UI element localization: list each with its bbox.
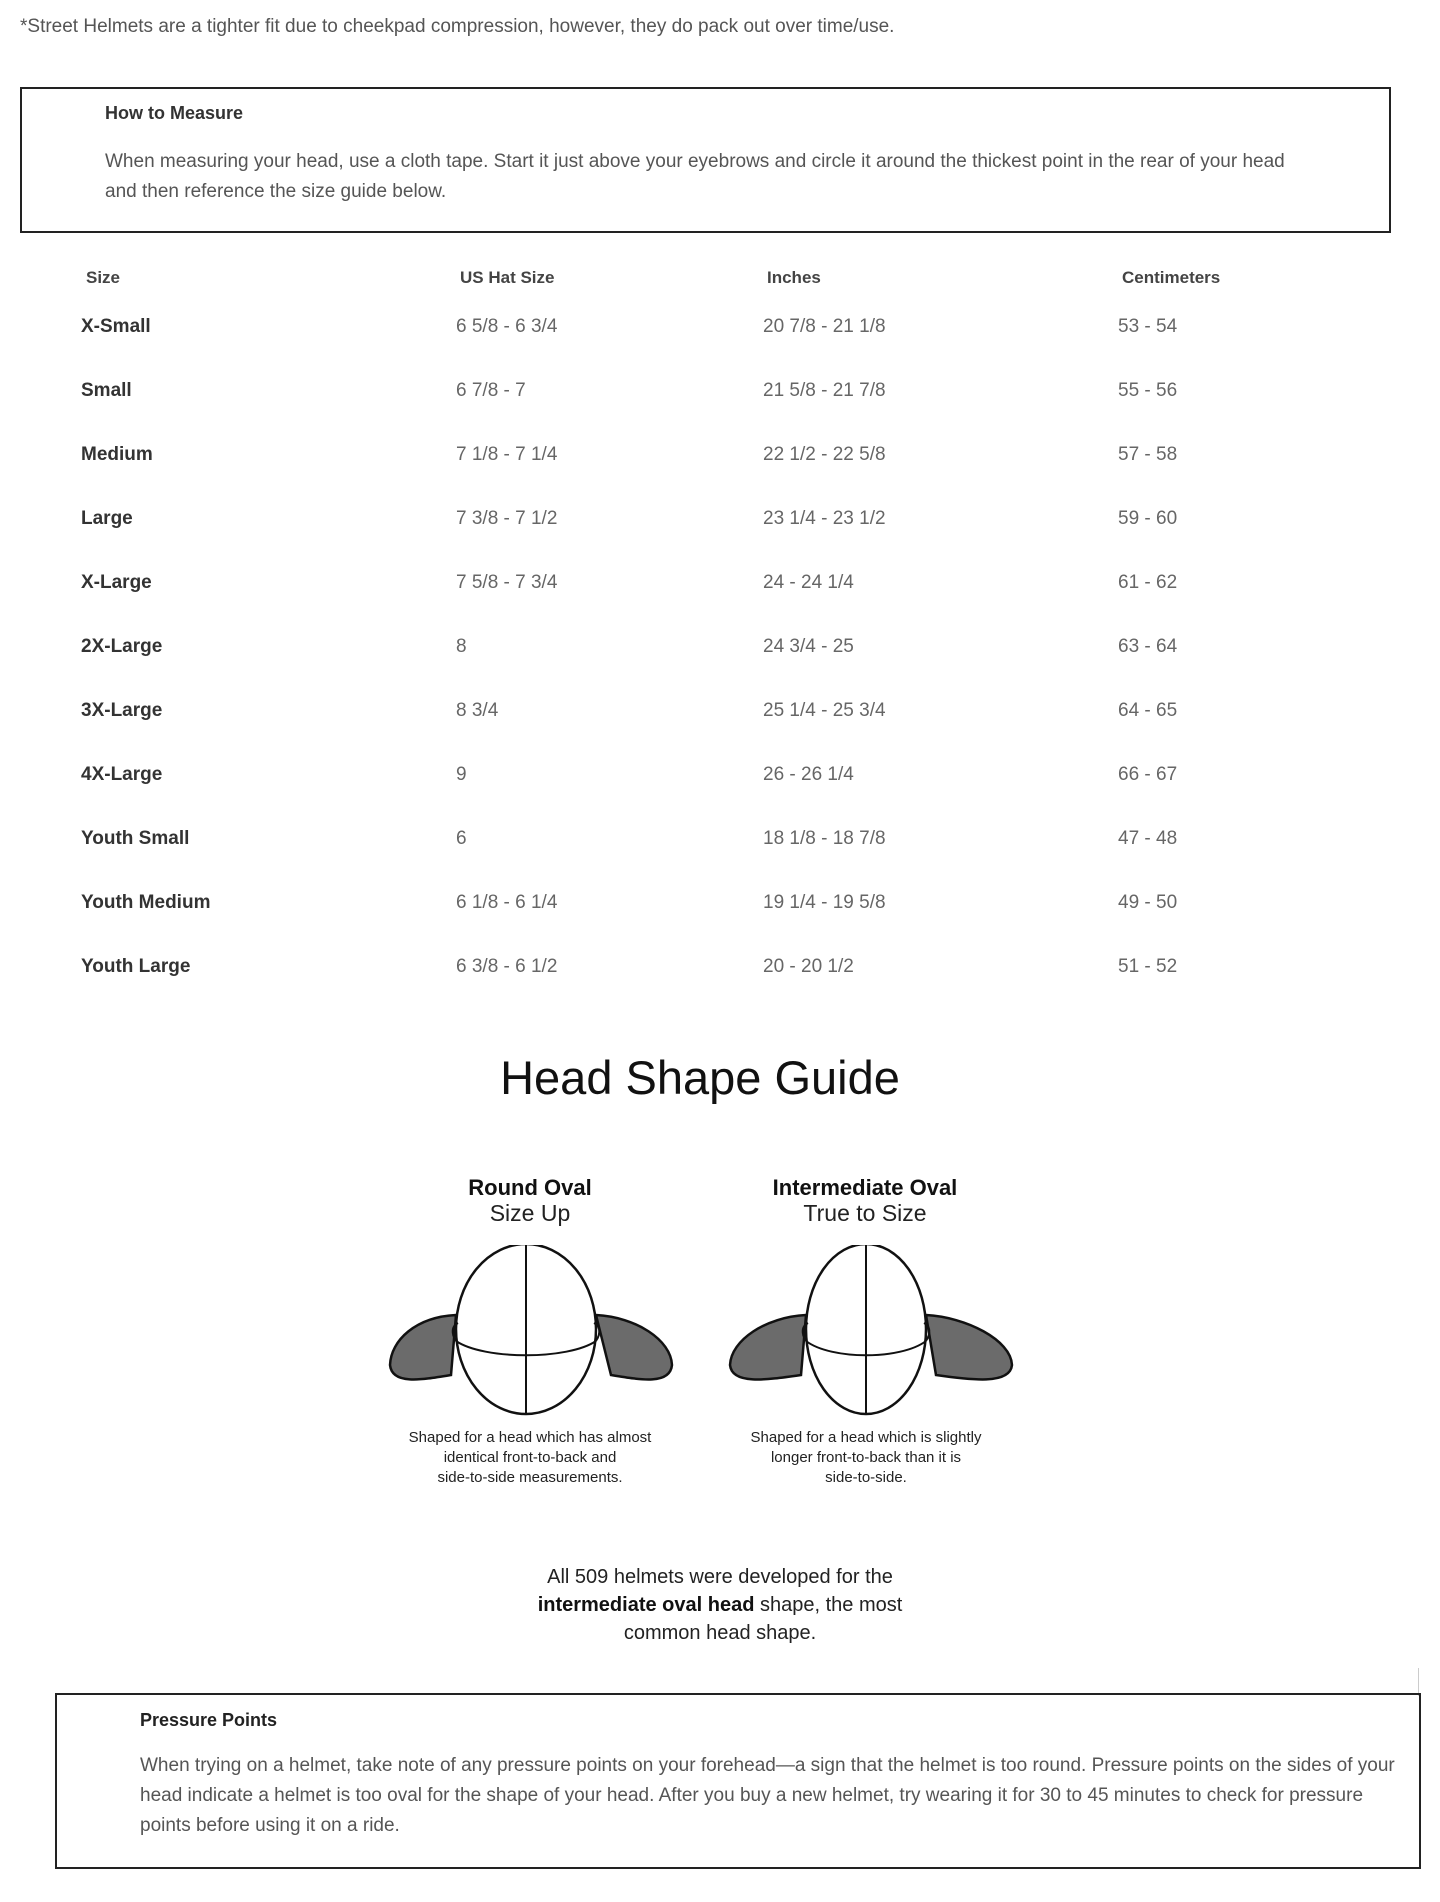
pressure-points-title: Pressure Points — [140, 1710, 278, 1730]
cell-size: Youth Small — [81, 828, 190, 849]
head-shape-summary — [500, 1563, 940, 1647]
table-row — [0, 316, 1440, 356]
how-to-measure-box — [20, 87, 1391, 233]
edge-divider — [1418, 1668, 1419, 1696]
cell-inches: 20 - 20 1/2 — [763, 956, 854, 977]
summary-bold: intermediate oval head — [537, 1594, 755, 1616]
summary-line-3: common head shape. — [623, 1622, 817, 1644]
cell-us-hat-size: 6 7/8 - 7 — [456, 380, 526, 401]
header-inches: Inches — [767, 268, 821, 287]
table-row — [0, 700, 1440, 740]
cell-size: Small — [81, 380, 132, 401]
cell-inches: 26 - 26 1/4 — [763, 764, 854, 785]
pressure-points-text: When trying on a helmet, take note of any pressure points on your forehead—a sign that the helmet is too round. Pressure points on the sides of your head indicate a helmet is too oval for the shape of your head. After you buy a new helmet, try wearing it for 30 to 45 minutes to check for pressure points before using it on a ride. — [140, 1755, 1395, 1836]
cell-inches: 24 3/4 - 25 — [763, 636, 854, 657]
cell-us-hat-size: 6 3/8 - 6 1/2 — [456, 956, 558, 977]
cell-inches: 23 1/4 - 23 1/2 — [763, 508, 886, 529]
cell-centimeters: 57 - 58 — [1118, 444, 1178, 465]
round-oval-desc-line-3: side-to-side measurements. — [437, 1469, 623, 1486]
cell-us-hat-size: 8 — [456, 636, 467, 657]
cell-centimeters: 64 - 65 — [1118, 700, 1178, 721]
intermediate-oval-head-icon — [726, 1245, 1016, 1417]
cell-us-hat-size: 7 3/8 - 7 1/2 — [456, 508, 558, 529]
how-to-measure-text: When measuring your head, use a cloth tape. Start it just above your eyebrows and circle it around the thickest point in the rear of your head and then reference the size guide below. — [105, 151, 1285, 202]
cell-centimeters: 61 - 62 — [1118, 572, 1178, 593]
intermediate-oval-name: Intermediate Oval — [772, 1175, 958, 1200]
cell-inches: 25 1/4 - 25 3/4 — [763, 700, 886, 721]
cell-size: Medium — [81, 444, 153, 465]
round-oval-desc-line-2: identical front-to-back and — [443, 1449, 617, 1466]
cell-size: Youth Medium — [81, 892, 211, 913]
table-row — [0, 956, 1440, 996]
cell-size: 4X-Large — [81, 764, 163, 785]
cell-us-hat-size: 6 1/8 - 6 1/4 — [456, 892, 558, 913]
cell-inches: 18 1/8 - 18 7/8 — [763, 828, 886, 849]
cell-inches: 20 7/8 - 21 1/8 — [763, 316, 886, 337]
round-oval-fit: Size Up — [489, 1200, 571, 1226]
cell-us-hat-size: 9 — [456, 764, 467, 785]
round-oval-desc-line-1: Shaped for a head which has almost — [408, 1429, 652, 1446]
cell-centimeters: 49 - 50 — [1118, 892, 1178, 913]
table-row — [0, 508, 1440, 548]
cell-size: Youth Large — [81, 956, 191, 977]
cell-centimeters: 55 - 56 — [1118, 380, 1178, 401]
cell-us-hat-size: 7 5/8 - 7 3/4 — [456, 572, 558, 593]
cell-centimeters: 51 - 52 — [1118, 956, 1178, 977]
table-row — [0, 764, 1440, 804]
summary-line-1: All 509 helmets were developed for the — [547, 1566, 893, 1588]
cell-centimeters: 59 - 60 — [1118, 508, 1178, 529]
head-shape-guide-title: Head Shape Guide — [500, 1051, 900, 1104]
cell-centimeters: 63 - 64 — [1118, 636, 1178, 657]
intermediate-oval-description — [716, 1428, 1016, 1488]
header-us-hat-size: US Hat Size — [460, 268, 555, 287]
intermediate-oval-desc-line-1: Shaped for a head which is slightly — [750, 1429, 982, 1446]
cell-size: Large — [81, 508, 133, 529]
street-helmet-note: *Street Helmets are a tighter fit due to cheekpad compression, however, they do pack out over time/use. — [20, 16, 895, 37]
table-row — [0, 636, 1440, 676]
cell-us-hat-size: 6 — [456, 828, 467, 849]
summary-line-2 — [500, 1591, 940, 1619]
cell-us-hat-size: 8 3/4 — [456, 700, 499, 721]
cell-us-hat-size: 6 5/8 - 6 3/4 — [456, 316, 558, 337]
header-centimeters: Centimeters — [1122, 268, 1221, 287]
cell-inches: 19 1/4 - 19 5/8 — [763, 892, 886, 913]
how-to-measure-title: How to Measure — [105, 103, 244, 123]
table-row — [0, 572, 1440, 612]
table-row — [0, 380, 1440, 420]
intermediate-oval-desc-line-2: longer front-to-back than it is — [770, 1449, 962, 1466]
cell-inches: 21 5/8 - 21 7/8 — [763, 380, 886, 401]
pressure-points-box — [55, 1693, 1421, 1869]
header-size: Size — [86, 268, 121, 287]
cell-size: X-Large — [81, 572, 152, 593]
cell-inches: 22 1/2 - 22 5/8 — [763, 444, 886, 465]
cell-centimeters: 47 - 48 — [1118, 828, 1178, 849]
round-oval-head-icon — [386, 1245, 676, 1417]
intermediate-oval-fit: True to Size — [803, 1200, 927, 1226]
cell-size: 3X-Large — [81, 700, 163, 721]
cell-centimeters: 66 - 67 — [1118, 764, 1178, 785]
table-row — [0, 828, 1440, 868]
cell-inches: 24 - 24 1/4 — [763, 572, 854, 593]
cell-us-hat-size: 7 1/8 - 7 1/4 — [456, 444, 558, 465]
round-oval-name: Round Oval — [468, 1175, 592, 1200]
table-row — [0, 444, 1440, 484]
round-oval-description — [380, 1428, 680, 1488]
cell-size: X-Small — [81, 316, 151, 337]
table-row — [0, 892, 1440, 932]
cell-centimeters: 53 - 54 — [1118, 316, 1178, 337]
summary-line-2-rest: shape, the most — [754, 1594, 903, 1616]
cell-size: 2X-Large — [81, 636, 163, 657]
intermediate-oval-desc-line-3: side-to-side. — [825, 1469, 907, 1486]
